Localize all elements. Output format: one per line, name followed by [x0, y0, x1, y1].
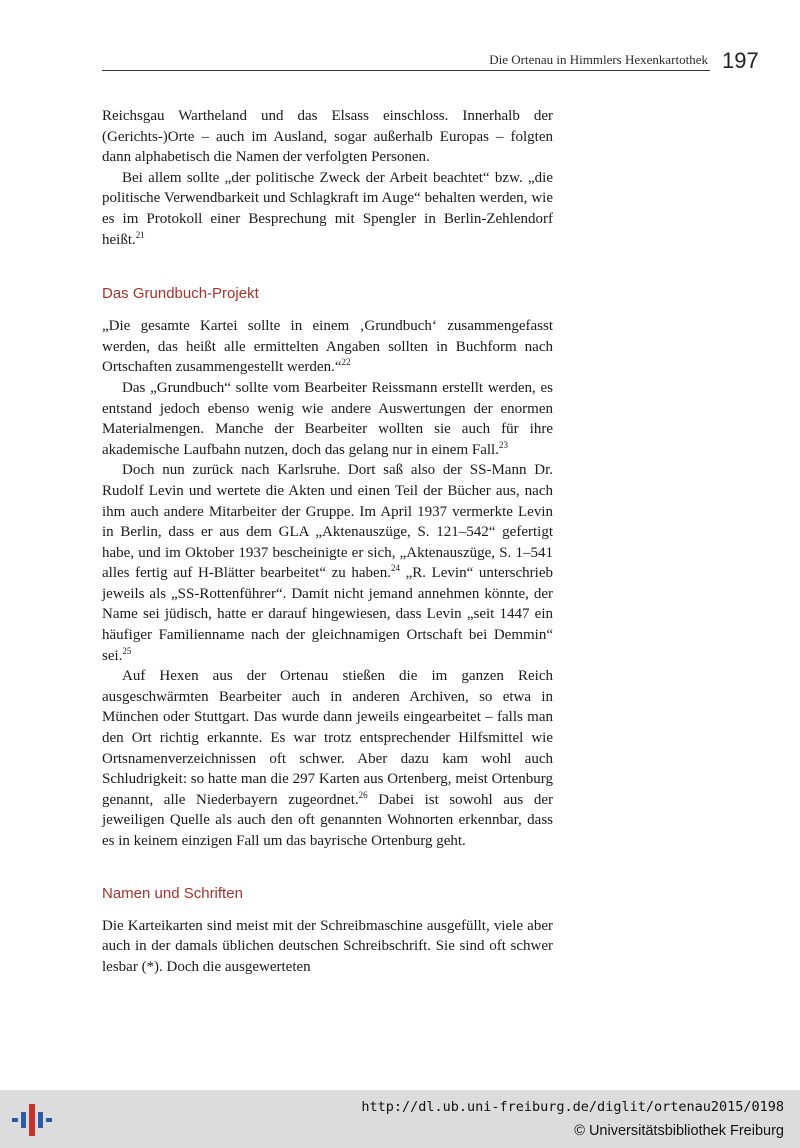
section-heading: Das Grundbuch-Projekt	[102, 285, 259, 303]
paragraph-text: Die Karteikarten sind meist mit der Schreibmaschine ausgefüllt, viele aber auch in der damals üblichen deutschen Schreibschrift. Sie sind oft schwer lesbar (*). Doch die ausgewerteten	[102, 917, 553, 975]
copyright-notice: © Universitätsbibliothek Freiburg	[574, 1123, 784, 1139]
body-text	[102, 106, 553, 977]
page-number: 197	[722, 48, 759, 73]
paragraph	[102, 666, 553, 851]
paragraph-text: „R. Levin“ unterschrieb jeweils als „SS-Rottenführer“. Damit nicht jemand annehmen könnte, der Name sei jüdisch, hatte er darauf hingewiesen, dass Levin „seit 1447 ein häufiger Familienname nach der gleichnamigen Ortschaft bei Demmin“ sei.	[102, 565, 554, 664]
paragraph-text: Das „Grundbuch“ sollte vom Bearbeiter Reissmann erstellt werden, es entstand jedoch ebenso wenig wie andere Auswertungen der enormen Materialmengen. Manche der Bearbeiter wollten sie auch für ihre akademische Laufbahn nutzen, doch das gelang nur in einem Fall.	[102, 379, 553, 458]
paragraph	[102, 378, 553, 460]
paragraph-text: Bei allem sollte „der politische Zweck der Arbeit beachtet“ bzw. „die politische Verwendbarkeit und Schlagkraft im Auge“ behalten werden, wie es im Protokoll einer Besprechung mit Spengler in Berlin-Zehlendorf heißt.	[102, 169, 553, 248]
paragraph-text: „Die gesamte Kartei sollte in einem ‚Grundbuch‘ zusammengefasst werden, das heißt alle ermittelten Angaben sollten in Buchform nach Ortschaften zusammengestellt werden.“	[102, 318, 553, 376]
paragraph-text: Auf Hexen aus der Ortenau stießen die im ganzen Reich ausgeschwärmten Bearbeiter auch in anderen Archiven, so etwa in München oder Stuttgart. Das wurde dann jeweils eingearbeitet – falls man den Ort richtig erkannte. Es war trotz entsprechender Hilfsmittel wie Ortsnamenverzeichnissen oft schwer. Aber dazu kam wohl auch Schludrigkeit: so hatte man die 297 Karten aus Ortenberg, meist Ortenburg genannt, alle Niederbayern zugeordnet.	[102, 668, 553, 808]
footer-bar	[0, 1090, 800, 1148]
footnote-ref: 21	[135, 229, 145, 240]
paragraph-text: Reichsgau Wartheland und das Elsass einschloss. Innerhalb der (Gerichts-)Orte – auch im Ausland, sogar außerhalb Europas – folgten dann alphabetisch die Namen der verfolgten Personen.	[102, 108, 553, 166]
source-url-link[interactable]: http://dl.ub.uni-freiburg.de/diglit/ortenau2015/0198	[361, 1099, 784, 1115]
section-heading: Namen und Schriften	[102, 884, 243, 902]
footnote-ref: 24	[390, 563, 400, 574]
running-title: Die Ortenau in Himmlers Hexenkartothek	[489, 52, 708, 67]
paragraph	[102, 106, 553, 168]
footnote-ref: 25	[122, 645, 132, 656]
paragraph-text: Dabei ist sowohl aus der jeweiligen Quelle als auch den oft genannten Wohnorten erkennbar, dass es in keinem einzigen Fall um das bayrische Ortenburg geht.	[102, 791, 553, 849]
paragraph	[102, 316, 553, 378]
running-head	[102, 50, 710, 71]
footnote-ref: 22	[341, 357, 351, 368]
ub-freiburg-logo-icon[interactable]	[12, 1100, 52, 1140]
paragraph	[102, 460, 553, 666]
paragraph-text: Doch nun zurück nach Karlsruhe. Dort saß also der SS-Mann Dr. Rudolf Levin und wertete die Akten und einen Teil der Bücher aus, nach ihm auch andere Mitarbeiter der Gruppe. Im April 1937 vermerkte Levin in Berlin, dass er aus dem GLA „Aktenauszüge, S. 121–542“ gefertigt habe, und im Oktober 1937 bescheinigte er sich, „Aktenauszüge, S. 1–541 alles fertig auf H-Blätter bearbeitet“ zu haben.	[102, 462, 553, 582]
paragraph	[102, 168, 553, 250]
footnote-ref: 26	[358, 789, 368, 800]
paragraph	[102, 916, 553, 978]
footnote-ref: 23	[498, 439, 508, 450]
